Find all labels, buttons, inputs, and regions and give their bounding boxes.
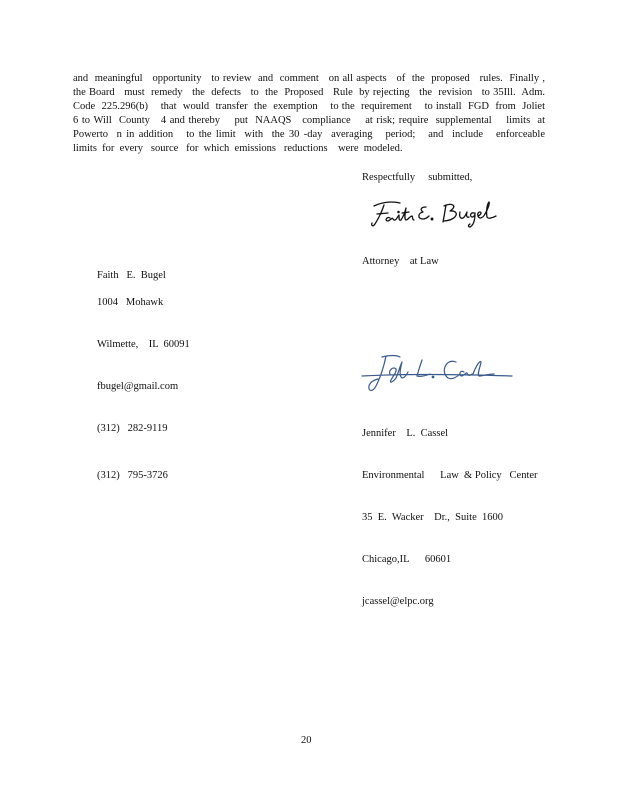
cassel-address-line1: 35 E. Wacker Dr., Suite 1600 xyxy=(362,512,503,523)
faith-signature xyxy=(368,196,508,232)
attorney-title: Attorney at Law xyxy=(362,256,439,267)
body-paragraph xyxy=(73,72,545,156)
paragraph-line: 6 to Will County 4 and thereby put NAAQS compliance at risk; require supplemental limits at xyxy=(73,115,545,126)
faith-phone: (312) 282-9119 xyxy=(97,423,168,434)
cassel-phone: (312) 795-3726 xyxy=(97,470,168,481)
paragraph-line: Code 225.296(b) that would transfer the exemption to the requirement to install FGD from Joliet xyxy=(73,101,545,112)
paragraph-line: Powerto n in addition to the limit with the 30 -day averaging period; and include enforceable xyxy=(73,129,545,140)
cassel-name: Jennifer L. Cassel xyxy=(362,428,449,439)
faith-email: fbugel@gmail.com xyxy=(97,381,179,392)
faith-name-text: Faith E. Bugel xyxy=(97,270,166,281)
faith-contact-block xyxy=(97,268,190,464)
paragraph-line: and meaningful opportunity to review and comment on all aspects of the proposed rules. Finally , xyxy=(73,73,545,84)
cassel-signature xyxy=(360,352,520,398)
paragraph-line: the Board must remedy the defects to the Proposed Rule by rejecting the revision to 35Ill. Adm. xyxy=(73,87,545,98)
cassel-contact-block xyxy=(362,399,538,637)
cassel-organization: Environmental Law & Policy Center xyxy=(362,470,538,481)
paragraph-line: limits for every source for which emissions reductions were modeled. xyxy=(73,143,403,154)
cassel-email: jcassel@elpc.org xyxy=(362,596,434,607)
page-number: 20 xyxy=(301,735,312,746)
faith-address-line2: Wilmette, IL 60091 xyxy=(97,339,190,350)
cassel-address-line2: Chicago,IL 60601 xyxy=(362,554,452,565)
faith-address-line1: 1004 Mohawk xyxy=(97,297,164,308)
closing-text: Respectfully submitted, xyxy=(362,172,473,183)
